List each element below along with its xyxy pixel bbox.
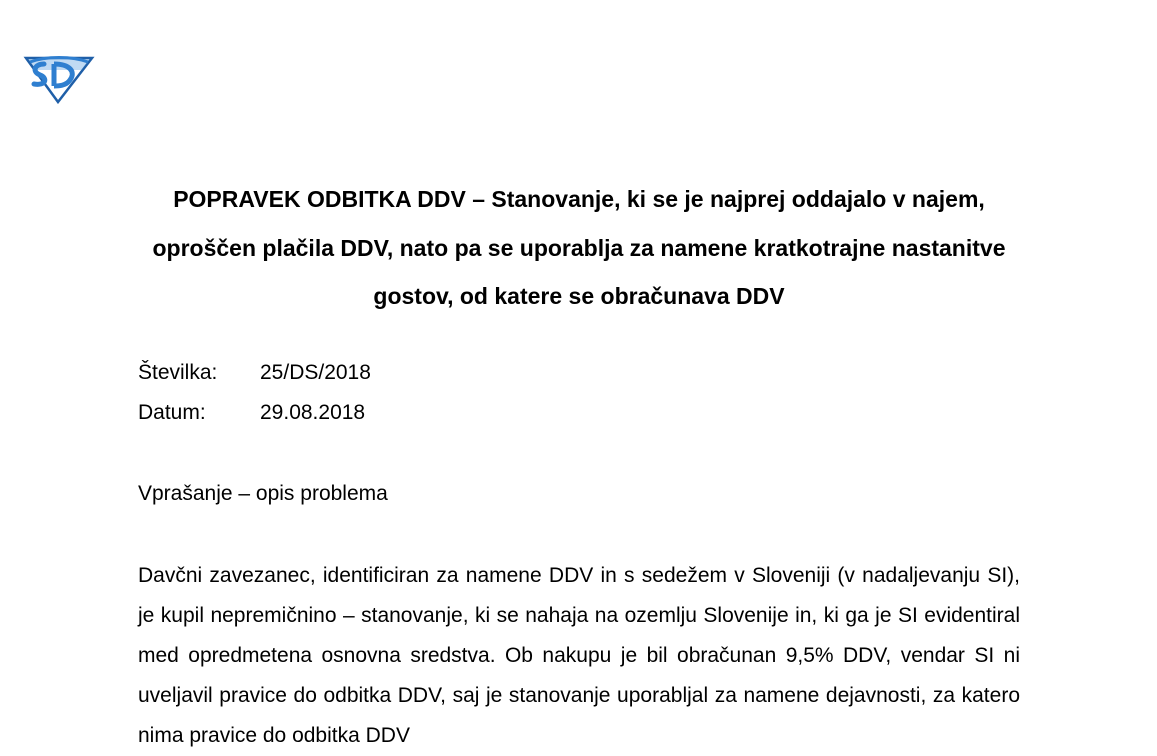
body-text: Davčni zavezanec, identificiran za namene DDV in s sedežem v Sloveniji (v nadaljevanju SI), je kupil nepremičnino – stanovanje, ki se nahaja na ozemlju Slovenije in, ki ga je SI evidentiral med opredmetena osnovna sredstva. Ob nakupu je bil obračunan 9,5% DDV, vendar SI ni uveljavil pravice do odbitka DDV, saj je stanovanje uporabljal za namene dejavnosti, za katero nima pravice do odbitka DDV <box>138 564 1020 747</box>
number-row <box>138 361 371 385</box>
company-logo <box>22 48 96 104</box>
question-heading: Vprašanje – opis problema <box>138 482 388 505</box>
number-label: Številka: <box>138 361 218 384</box>
shield-logo-icon <box>22 48 96 104</box>
number-value: 25/DS/2018 <box>260 361 371 384</box>
body-paragraph <box>138 556 1020 756</box>
date-row <box>138 401 365 425</box>
document-title: POPRAVEK ODBITKA DDV – Stanovanje, ki se je najprej oddajalo v najem, oproščen plačila DDV, nato pa se uporablja za namene kratkotrajne nastanitve gostov, od katere se obračunava DDV <box>152 186 1006 309</box>
date-label: Datum: <box>138 401 206 424</box>
date-value: 29.08.2018 <box>260 401 366 424</box>
